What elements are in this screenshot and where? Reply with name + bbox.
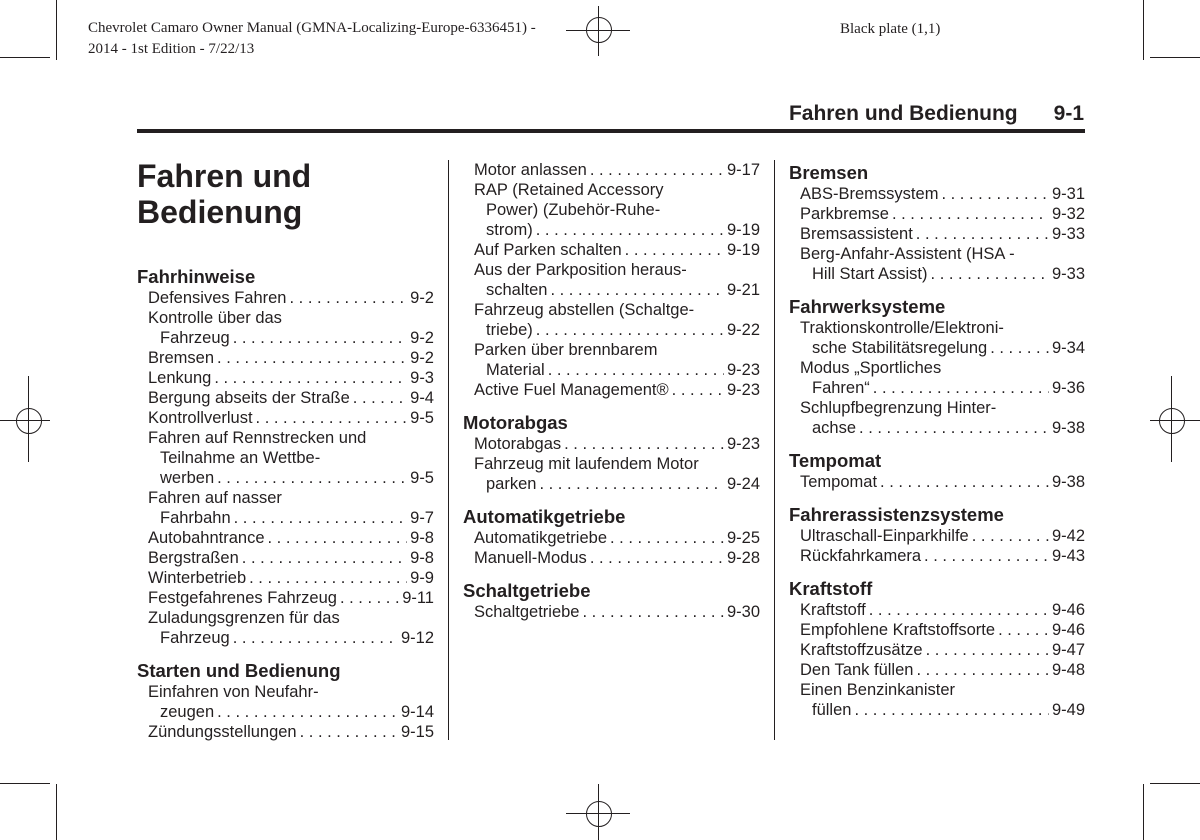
toc-entry-text: Teilnahme an Wettbe- bbox=[160, 449, 321, 467]
toc-section-heading: Tempomat bbox=[789, 450, 882, 471]
toc-entry-text: Fahren auf Rennstrecken und bbox=[148, 429, 367, 447]
crop-mark bbox=[1150, 57, 1200, 58]
toc-entry-text: Empfohlene Kraftstoffsorte bbox=[800, 621, 996, 639]
chapter-title: Fahren und Bedienung bbox=[137, 158, 312, 230]
toc-entry-text: Defensives Fahren bbox=[148, 289, 287, 307]
dot-leader bbox=[672, 380, 724, 400]
toc-page-number: 9-2 bbox=[410, 289, 434, 307]
toc-page-number: 9-28 bbox=[726, 549, 760, 567]
dot-leader bbox=[916, 224, 1049, 244]
toc-entry-text: Fahrzeug mit laufendem Motor bbox=[474, 455, 699, 473]
toc-entry-text: Kontrollverlust bbox=[148, 409, 253, 427]
toc-entry[interactable] bbox=[463, 160, 760, 180]
header-rule bbox=[137, 129, 1085, 133]
dot-leader bbox=[859, 418, 1049, 438]
toc-section-heading: Motorabgas bbox=[463, 412, 568, 433]
dot-leader bbox=[550, 280, 724, 300]
toc-page-number: 9-46 bbox=[1051, 601, 1085, 619]
dot-leader bbox=[590, 160, 724, 180]
toc-page-number: 9-5 bbox=[410, 469, 434, 487]
toc-entry[interactable] bbox=[137, 348, 434, 368]
toc-entry[interactable] bbox=[463, 300, 760, 340]
toc-entry-text: Manuell-Modus bbox=[474, 549, 587, 567]
toc-column-2 bbox=[463, 160, 760, 622]
toc-page-number: 9-34 bbox=[1051, 339, 1085, 357]
toc-entry[interactable] bbox=[789, 600, 1085, 620]
column-divider bbox=[774, 160, 775, 740]
toc-entry[interactable] bbox=[789, 358, 1085, 398]
crop-mark bbox=[1143, 784, 1144, 840]
toc-entry[interactable] bbox=[789, 204, 1085, 224]
toc-entry-text: Parken über brennbarem bbox=[474, 341, 658, 359]
toc-entry-text: Fahren auf nasser bbox=[148, 489, 282, 507]
toc-entry-text: Den Tank füllen bbox=[800, 661, 914, 679]
toc-entry[interactable] bbox=[789, 640, 1085, 660]
crop-mark bbox=[0, 783, 50, 784]
toc-page-number: 9-47 bbox=[1051, 641, 1085, 659]
dot-leader bbox=[256, 408, 408, 428]
toc-entry-text: Berg-Anfahr-Assistent (HSA - bbox=[800, 245, 1015, 263]
toc-entry-text: Bergung abseits der Straße bbox=[148, 389, 350, 407]
toc-entry-text: Auf Parken schalten bbox=[474, 241, 622, 259]
toc-entry[interactable] bbox=[137, 608, 434, 648]
toc-column-3 bbox=[789, 162, 1085, 720]
running-head bbox=[789, 102, 1084, 126]
dot-leader bbox=[548, 360, 724, 380]
crop-mark bbox=[56, 784, 57, 840]
toc-page-number: 9-5 bbox=[410, 409, 434, 427]
toc-entry-text: Power) (Zubehör-Ruhe- bbox=[486, 201, 661, 219]
dot-leader bbox=[590, 548, 724, 568]
toc-entry-text: Zuladungsgrenzen für das bbox=[148, 609, 340, 627]
dot-leader bbox=[972, 526, 1049, 546]
toc-page-number: 9-24 bbox=[726, 475, 760, 493]
running-head-page: 9-1 bbox=[1053, 102, 1084, 125]
toc-entry[interactable] bbox=[137, 288, 434, 308]
toc-entry[interactable] bbox=[789, 620, 1085, 640]
toc-section-heading: Fahrwerksysteme bbox=[789, 296, 946, 317]
toc-section-heading: Bremsen bbox=[789, 162, 869, 183]
toc-page-number: 9-3 bbox=[410, 369, 434, 387]
toc-section-heading: Starten und Bedienung bbox=[137, 660, 341, 681]
dot-leader bbox=[892, 204, 1049, 224]
toc-entry[interactable] bbox=[789, 660, 1085, 680]
dot-leader bbox=[583, 602, 724, 622]
toc-entry[interactable] bbox=[789, 546, 1085, 566]
crop-mark bbox=[1150, 783, 1200, 784]
toc-entry[interactable] bbox=[137, 548, 434, 568]
dot-leader bbox=[926, 640, 1049, 660]
toc-section-heading: Fahrhinweise bbox=[137, 266, 256, 287]
dot-leader bbox=[941, 184, 1049, 204]
dot-leader bbox=[869, 600, 1049, 620]
running-head-title: Fahren und Bedienung bbox=[788, 102, 1018, 125]
toc-entry-text: parken bbox=[486, 475, 537, 493]
toc-entry[interactable] bbox=[463, 380, 760, 400]
toc-entry[interactable] bbox=[137, 308, 434, 348]
toc-entry-text: Fahrzeug abstellen (Schaltge- bbox=[474, 301, 695, 319]
crop-mark bbox=[56, 0, 57, 60]
toc-entry-text: Zündungsstellungen bbox=[148, 723, 297, 741]
toc-entry[interactable] bbox=[463, 528, 760, 548]
toc-entry-text: Fahrzeug bbox=[160, 329, 230, 347]
toc-entry[interactable] bbox=[789, 526, 1085, 546]
dot-leader bbox=[217, 702, 398, 722]
toc-page-number: 9-8 bbox=[410, 549, 434, 567]
toc-entry-text: Bremsen bbox=[148, 349, 215, 367]
toc-entry[interactable] bbox=[137, 528, 434, 548]
toc-page-number: 9-23 bbox=[726, 381, 760, 399]
toc-entry[interactable] bbox=[137, 368, 434, 388]
dot-leader bbox=[854, 700, 1049, 720]
toc-page-number: 9-32 bbox=[1051, 205, 1085, 223]
toc-page-number: 9-7 bbox=[410, 509, 434, 527]
dot-leader bbox=[353, 388, 407, 408]
toc-page-number: 9-2 bbox=[410, 349, 434, 367]
dot-leader bbox=[233, 628, 398, 648]
toc-column-1 bbox=[137, 266, 434, 742]
dot-leader bbox=[214, 368, 407, 388]
toc-entry[interactable] bbox=[789, 244, 1085, 284]
toc-entry[interactable] bbox=[789, 472, 1085, 492]
dot-leader bbox=[564, 434, 724, 454]
toc-entry-text: Lenkung bbox=[148, 369, 212, 387]
toc-entry[interactable] bbox=[137, 588, 434, 608]
dot-leader bbox=[931, 264, 1049, 284]
toc-entry[interactable] bbox=[137, 488, 434, 528]
toc-entry-text: füllen bbox=[812, 701, 852, 719]
toc-section-heading: Kraftstoff bbox=[789, 578, 873, 599]
toc-entry-text: Parkbremse bbox=[800, 205, 889, 223]
dot-leader bbox=[268, 528, 408, 548]
toc-entry[interactable] bbox=[463, 180, 760, 240]
toc-page-number: 9-21 bbox=[726, 281, 760, 299]
toc-entry-text: schalten bbox=[486, 281, 548, 299]
toc-entry-text: Kraftstoff bbox=[800, 601, 866, 619]
toc-entry-text: Automatikgetriebe bbox=[474, 529, 607, 547]
toc-entry-text: Modus „Sportliches bbox=[800, 359, 942, 377]
toc-entry-text: werben bbox=[160, 469, 215, 487]
toc-entry-text: Material bbox=[486, 361, 545, 379]
toc-entry-text: Motorabgas bbox=[474, 435, 562, 453]
toc-page-number: 9-38 bbox=[1051, 473, 1085, 491]
toc-page-number: 9-8 bbox=[410, 529, 434, 547]
toc-entry-text: Motor anlassen bbox=[474, 161, 587, 179]
toc-entry[interactable] bbox=[463, 454, 760, 494]
toc-entry[interactable] bbox=[463, 602, 760, 622]
toc-entry-text: Tempomat bbox=[800, 473, 878, 491]
toc-page-number: 9-17 bbox=[726, 161, 760, 179]
dot-leader bbox=[217, 468, 407, 488]
toc-page-number: 9-22 bbox=[726, 321, 760, 339]
toc-entry-text: ABS-Bremssystem bbox=[800, 185, 939, 203]
plate-line-1: Chevrolet Camaro Owner Manual (GMNA-Localizing-Europe-6336451) - bbox=[88, 20, 536, 36]
toc-page-number: 9-33 bbox=[1051, 265, 1085, 283]
toc-page-number: 9-49 bbox=[1051, 701, 1085, 719]
toc-entry[interactable] bbox=[137, 428, 434, 488]
toc-entry[interactable] bbox=[137, 682, 434, 722]
toc-page-number: 9-14 bbox=[400, 703, 434, 721]
dot-leader bbox=[233, 328, 407, 348]
toc-page-number: 9-31 bbox=[1051, 185, 1085, 203]
dot-leader bbox=[990, 338, 1049, 358]
toc-entry-text: Traktionskontrolle/Elektroni- bbox=[800, 319, 1004, 337]
toc-page-number: 9-23 bbox=[726, 435, 760, 453]
toc-entry-text: Bergstraßen bbox=[148, 549, 239, 567]
toc-page-number: 9-43 bbox=[1051, 547, 1085, 565]
toc-page-number: 9-42 bbox=[1051, 527, 1085, 545]
toc-entry-text: Ultraschall-Einparkhilfe bbox=[800, 527, 969, 545]
toc-entry-text: Einfahren von Neufahr- bbox=[148, 683, 319, 701]
toc-entry[interactable] bbox=[789, 318, 1085, 358]
toc-entry-text: Hill Start Assist) bbox=[812, 265, 928, 283]
toc-page-number: 9-48 bbox=[1051, 661, 1085, 679]
toc-entry-text: Schlupfbegrenzung Hinter- bbox=[800, 399, 997, 417]
column-divider bbox=[448, 160, 449, 740]
dot-leader bbox=[536, 220, 724, 240]
plate-label: Black plate (1,1) bbox=[840, 21, 941, 37]
toc-entry[interactable] bbox=[137, 388, 434, 408]
toc-entry[interactable] bbox=[463, 548, 760, 568]
dot-leader bbox=[217, 348, 407, 368]
dot-leader bbox=[539, 474, 724, 494]
dot-leader bbox=[916, 660, 1049, 680]
toc-entry-text: RAP (Retained Accessory bbox=[474, 181, 664, 199]
dot-leader bbox=[924, 546, 1049, 566]
toc-page-number: 9-19 bbox=[726, 221, 760, 239]
toc-page-number: 9-36 bbox=[1051, 379, 1085, 397]
toc-page-number: 9-19 bbox=[726, 241, 760, 259]
toc-entry-text: Active Fuel Management® bbox=[474, 381, 669, 399]
dot-leader bbox=[300, 722, 398, 742]
toc-entry-text: Fahrbahn bbox=[160, 509, 231, 527]
dot-leader bbox=[249, 568, 407, 588]
toc-entry-text: sche Stabilitätsregelung bbox=[812, 339, 988, 357]
toc-entry[interactable] bbox=[789, 680, 1085, 720]
toc-entry-text: Schaltgetriebe bbox=[474, 603, 580, 621]
dot-leader bbox=[290, 288, 408, 308]
crop-mark bbox=[0, 57, 50, 58]
toc-page-number: 9-15 bbox=[400, 723, 434, 741]
toc-page-number: 9-25 bbox=[726, 529, 760, 547]
toc-page-number: 9-11 bbox=[402, 589, 434, 607]
toc-entry-text: Fahren“ bbox=[812, 379, 870, 397]
toc-entry-text: Kontrolle über das bbox=[148, 309, 282, 327]
dot-leader bbox=[873, 378, 1049, 398]
dot-leader bbox=[234, 508, 408, 528]
toc-entry-text: Winterbetrieb bbox=[148, 569, 247, 587]
dot-leader bbox=[998, 620, 1049, 640]
toc-page-number: 9-33 bbox=[1051, 225, 1085, 243]
dot-leader bbox=[880, 472, 1049, 492]
dot-leader bbox=[242, 548, 407, 568]
toc-entry[interactable] bbox=[789, 224, 1085, 244]
plate-header bbox=[88, 18, 536, 60]
toc-entry[interactable] bbox=[789, 184, 1085, 204]
toc-entry-text: Bremsassistent bbox=[800, 225, 913, 243]
toc-entry-text: Autobahntrance bbox=[148, 529, 265, 547]
toc-entry-text: Aus der Parkposition heraus- bbox=[474, 261, 687, 279]
toc-entry-text: Kraftstoffzusätze bbox=[800, 641, 923, 659]
dot-leader bbox=[610, 528, 724, 548]
toc-entry-text: zeugen bbox=[160, 703, 215, 721]
toc-entry[interactable] bbox=[137, 568, 434, 588]
dot-leader bbox=[340, 588, 399, 608]
toc-page-number: 9-23 bbox=[726, 361, 760, 379]
toc-entry[interactable] bbox=[463, 340, 760, 380]
toc-entry-text: Rückfahrkamera bbox=[800, 547, 922, 565]
crop-mark bbox=[1143, 0, 1144, 60]
toc-section-heading: Schaltgetriebe bbox=[463, 580, 591, 601]
toc-page-number: 9-30 bbox=[726, 603, 760, 621]
toc-entry[interactable] bbox=[463, 260, 760, 300]
toc-entry-text: Fahrzeug bbox=[160, 629, 230, 647]
toc-page-number: 9-4 bbox=[410, 389, 434, 407]
toc-page-number: 9-9 bbox=[410, 569, 434, 587]
toc-entry[interactable] bbox=[137, 722, 434, 742]
toc-entry-text: achse bbox=[812, 419, 857, 437]
toc-entry[interactable] bbox=[789, 398, 1085, 438]
toc-page-number: 9-46 bbox=[1051, 621, 1085, 639]
toc-section-heading: Fahrerassistenzsysteme bbox=[789, 504, 1004, 525]
toc-page-number: 9-2 bbox=[410, 329, 434, 347]
toc-page-number: 9-12 bbox=[400, 629, 434, 647]
toc-section-heading: Automatikgetriebe bbox=[463, 506, 626, 527]
toc-entry[interactable] bbox=[463, 240, 760, 260]
toc-entry[interactable] bbox=[463, 434, 760, 454]
toc-entry-text: Einen Benzinkanister bbox=[800, 681, 956, 699]
toc-entry-text: strom) bbox=[486, 221, 533, 239]
dot-leader bbox=[625, 240, 724, 260]
toc-page-number: 9-38 bbox=[1051, 419, 1085, 437]
toc-entry-text: triebe) bbox=[486, 321, 533, 339]
plate-line-2: 2014 - 1st Edition - 7/22/13 bbox=[88, 41, 255, 57]
toc-entry-text: Festgefahrenes Fahrzeug bbox=[148, 589, 337, 607]
toc-entry[interactable] bbox=[137, 408, 434, 428]
dot-leader bbox=[536, 320, 724, 340]
